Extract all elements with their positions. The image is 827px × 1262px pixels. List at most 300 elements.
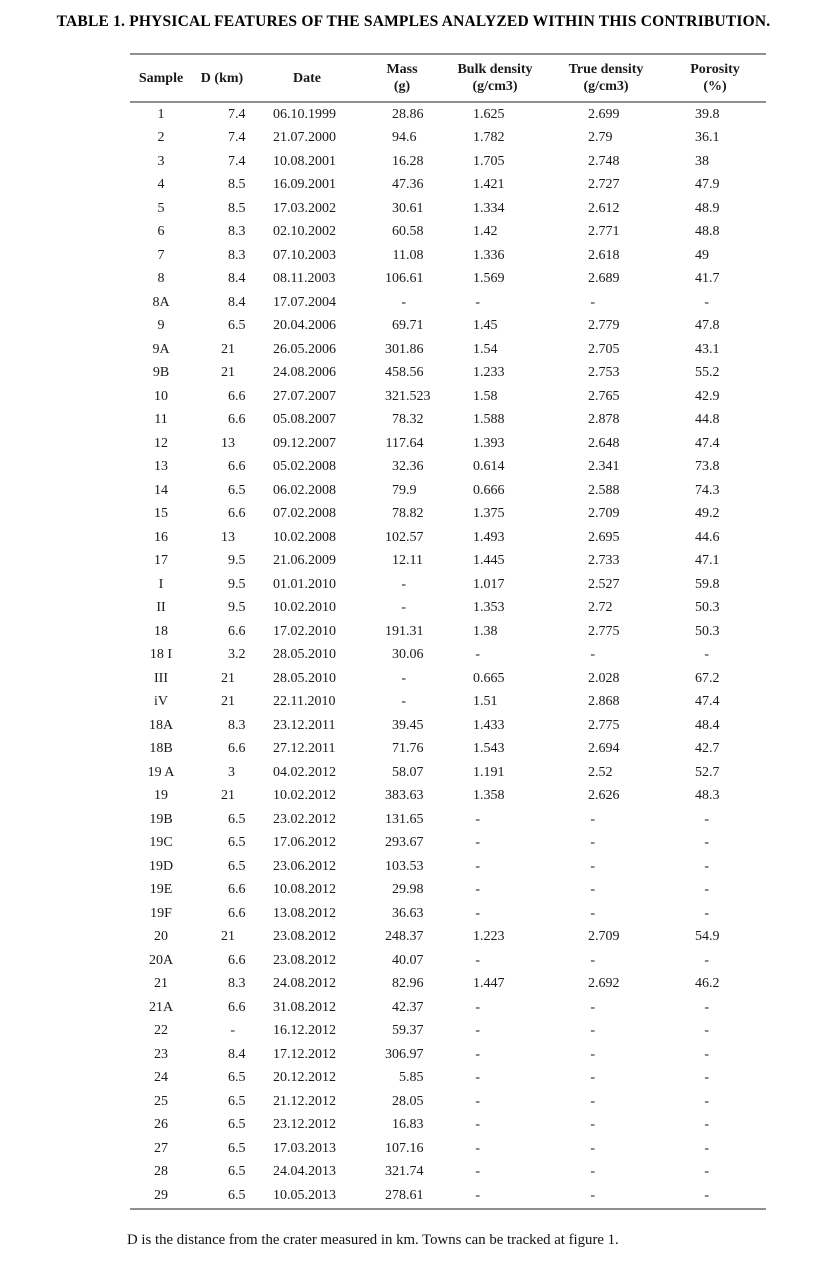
cell-sample: 19B	[149, 811, 173, 827]
cell-porosity: 36 .1	[695, 130, 720, 146]
cell-mass: 11 .08	[392, 247, 424, 263]
cell-bulk-density: 1 .58	[473, 388, 498, 404]
cell-sample: 15	[154, 506, 168, 522]
cell-porosity: -	[704, 647, 709, 663]
cell-d-km: 9 .5	[228, 600, 246, 616]
cell-sample: 19D	[148, 858, 174, 874]
cell-mass: 12 .11	[392, 553, 423, 569]
cell-date: 22.11.2010	[273, 694, 336, 710]
cell-true-density: 2 .753	[588, 365, 620, 381]
cell-date: 21.07.2000	[273, 130, 336, 146]
cell-d-km: 21	[221, 670, 235, 686]
cell-true-density: -	[590, 1164, 595, 1180]
cell-porosity: 49	[695, 247, 709, 263]
cell-porosity: -	[704, 952, 709, 968]
cell-bulk-density: -	[475, 1117, 480, 1133]
table-row	[130, 362, 766, 386]
cell-mass: 32 .36	[392, 459, 424, 475]
header-cell-bulk-density: Bulk density (g/cm3)	[457, 62, 533, 94]
cell-porosity: 67 .2	[695, 670, 720, 686]
cell-mass: 5 .85	[399, 1070, 424, 1086]
cell-d-km: 6 .5	[228, 1164, 246, 1180]
cell-true-density: 2 .52	[588, 764, 613, 780]
cell-porosity: 46 .2	[695, 976, 720, 992]
cell-d-km: 8 .3	[228, 224, 246, 240]
cell-date: 16.12.2012	[273, 1023, 336, 1039]
cell-true-density: 2 .868	[588, 694, 620, 710]
cell-bulk-density: -	[475, 811, 480, 827]
cell-true-density: -	[590, 1117, 595, 1133]
cell-d-km: 6 .6	[228, 459, 246, 475]
cell-sample: II	[156, 600, 166, 616]
cell-mass: 82 .96	[392, 976, 424, 992]
cell-d-km: 6 .6	[228, 741, 246, 757]
cell-sample: 21A	[148, 999, 174, 1015]
cell-bulk-density: -	[475, 1164, 480, 1180]
table-row	[130, 832, 766, 856]
cell-sample: 23	[154, 1046, 168, 1062]
cell-true-density: 2 .72	[588, 600, 613, 616]
cell-true-density: -	[590, 1070, 595, 1086]
table-row	[130, 620, 766, 644]
cell-bulk-density: -	[475, 294, 480, 310]
cell-mass: 30 .61	[392, 200, 424, 216]
table-header-row	[130, 53, 766, 103]
cell-sample: 19E	[149, 882, 173, 898]
cell-bulk-density: 0 .614	[473, 459, 505, 475]
cell-date: 17.06.2012	[273, 835, 336, 851]
table-row	[130, 808, 766, 832]
cell-true-density: 2 .699	[588, 106, 620, 122]
cell-bulk-density: 1 .493	[473, 529, 505, 545]
cell-bulk-density: -	[475, 882, 480, 898]
cell-porosity: 55 .2	[695, 365, 720, 381]
cell-true-density: -	[590, 1093, 595, 1109]
cell-sample: 18B	[149, 741, 173, 757]
cell-bulk-density: 1 .233	[473, 365, 505, 381]
cell-porosity: -	[704, 905, 709, 921]
cell-bulk-density: 1 .705	[473, 153, 505, 169]
table-row	[130, 949, 766, 973]
cell-mass: 106 .61	[385, 271, 424, 287]
bottom-rule	[130, 1208, 766, 1210]
cell-porosity: 59 .8	[695, 576, 720, 592]
cell-porosity: -	[704, 858, 709, 874]
table-row	[130, 174, 766, 198]
cell-sample: 14	[154, 482, 168, 498]
table-row	[130, 597, 766, 621]
cell-bulk-density: 1 .54	[473, 341, 498, 357]
cell-sample: 7	[157, 247, 165, 263]
cell-date: 17.03.2013	[273, 1140, 336, 1156]
cell-mass: 36 .63	[392, 905, 424, 921]
table-row	[130, 291, 766, 315]
cell-porosity: 48 .4	[695, 717, 720, 733]
cell-porosity: 50 .3	[695, 623, 720, 639]
cell-d-km: 7 .4	[228, 130, 246, 146]
table-row	[130, 526, 766, 550]
cell-mass: 78 .32	[392, 412, 424, 428]
table-row	[130, 1137, 766, 1161]
cell-sample: III	[154, 670, 168, 686]
cell-d-km: 6 .5	[228, 1140, 246, 1156]
table-row	[130, 103, 766, 127]
cell-porosity: 48 .9	[695, 200, 720, 216]
cell-sample: 19F	[150, 905, 172, 921]
table-row	[130, 879, 766, 903]
table-row	[130, 503, 766, 527]
cell-d-km: 13	[221, 435, 235, 451]
cell-date: 17.12.2012	[273, 1046, 336, 1062]
table-row	[130, 315, 766, 339]
cell-true-density: 2 .612	[588, 200, 620, 216]
table-row	[130, 479, 766, 503]
cell-sample: 8A	[152, 294, 170, 310]
cell-sample: 3	[157, 153, 165, 169]
cell-porosity: 42 .9	[695, 388, 720, 404]
cell-d-km: 6 .6	[228, 882, 246, 898]
cell-d-km: 21	[221, 929, 235, 945]
cell-mass: 191 .31	[385, 623, 424, 639]
cell-mass: 94 .6	[392, 130, 417, 146]
table-row	[130, 996, 766, 1020]
cell-d-km: 21	[221, 788, 235, 804]
cell-d-km: 3 .2	[228, 647, 246, 663]
cell-bulk-density: 1 .375	[473, 506, 505, 522]
cell-sample: 25	[154, 1093, 168, 1109]
cell-d-km: 8 .3	[228, 717, 246, 733]
cell-bulk-density: 1 .447	[473, 976, 505, 992]
cell-date: 17.02.2010	[273, 623, 336, 639]
table-row	[130, 573, 766, 597]
cell-date: 27.12.2011	[273, 741, 336, 757]
cell-date: 26.05.2006	[273, 341, 336, 357]
cell-mass: 321 .74	[385, 1164, 424, 1180]
cell-d-km: 8 .4	[228, 1046, 246, 1062]
cell-sample: 4	[157, 177, 165, 193]
cell-mass: 131 .65	[385, 811, 424, 827]
cell-sample: 9	[157, 318, 165, 334]
cell-bulk-density: 1 .191	[473, 764, 505, 780]
cell-mass: 42 .37	[392, 999, 424, 1015]
cell-porosity: 41 .7	[695, 271, 720, 287]
table-row	[130, 761, 766, 785]
table-row	[130, 1020, 766, 1044]
cell-bulk-density: 1 .569	[473, 271, 505, 287]
cell-date: 07.10.2003	[273, 247, 336, 263]
cell-mass: 79 .9	[392, 482, 417, 498]
cell-sample: 20	[154, 929, 168, 945]
cell-bulk-density: 1 .782	[473, 130, 505, 146]
cell-sample: 29	[154, 1187, 168, 1203]
cell-true-density: 2 .626	[588, 788, 620, 804]
cell-date: 21.12.2012	[273, 1093, 336, 1109]
cell-d-km: 9 .5	[228, 576, 246, 592]
cell-true-density: -	[590, 647, 595, 663]
cell-bulk-density: 1 .625	[473, 106, 505, 122]
cell-date: 13.08.2012	[273, 905, 336, 921]
cell-porosity: 52 .7	[695, 764, 720, 780]
cell-sample: 16	[154, 529, 168, 545]
cell-mass: -	[401, 600, 406, 616]
cell-date: 10.02.2010	[273, 600, 336, 616]
cell-d-km: 8 .3	[228, 976, 246, 992]
cell-mass: 78 .82	[392, 506, 424, 522]
cell-sample: 9A	[152, 341, 170, 357]
table-row	[130, 667, 766, 691]
cell-bulk-density: -	[475, 905, 480, 921]
cell-mass: 30 .06	[392, 647, 424, 663]
cell-date: 06.02.2008	[273, 482, 336, 498]
cell-true-density: 2 .709	[588, 506, 620, 522]
cell-d-km: 21	[221, 341, 235, 357]
cell-porosity: 47 .1	[695, 553, 720, 569]
table-row	[130, 691, 766, 715]
cell-true-density: 2 .694	[588, 741, 620, 757]
cell-bulk-density: -	[475, 1187, 480, 1203]
cell-porosity: -	[704, 294, 709, 310]
cell-mass: 16 .83	[392, 1117, 424, 1133]
cell-true-density: -	[590, 835, 595, 851]
table-row	[130, 338, 766, 362]
cell-d-km: 8 .4	[228, 294, 246, 310]
cell-true-density: 2 .727	[588, 177, 620, 193]
cell-d-km: 7 .4	[228, 153, 246, 169]
cell-true-density: 2 .79	[588, 130, 613, 146]
cell-date: 07.02.2008	[273, 506, 336, 522]
cell-date: 23.06.2012	[273, 858, 336, 874]
cell-true-density: -	[590, 1046, 595, 1062]
cell-porosity: 47 .8	[695, 318, 720, 334]
table-row	[130, 902, 766, 926]
cell-porosity: -	[704, 1070, 709, 1086]
cell-bulk-density: 1 .45	[473, 318, 498, 334]
cell-true-density: 2 .028	[588, 670, 620, 686]
cell-bulk-density: 1 .543	[473, 741, 505, 757]
cell-mass: 458 .56	[385, 365, 424, 381]
cell-true-density: 2 .779	[588, 318, 620, 334]
cell-bulk-density: -	[475, 835, 480, 851]
cell-sample: 17	[154, 553, 168, 569]
table-row	[130, 1090, 766, 1114]
cell-true-density: -	[590, 811, 595, 827]
cell-bulk-density: 1 .358	[473, 788, 505, 804]
table-row	[130, 714, 766, 738]
cell-porosity: -	[704, 1093, 709, 1109]
cell-true-density: 2 .775	[588, 623, 620, 639]
cell-mass: -	[401, 576, 406, 592]
cell-d-km: 13	[221, 529, 235, 545]
cell-mass: 58 .07	[392, 764, 424, 780]
cell-mass: 301 .86	[385, 341, 424, 357]
cell-porosity: 39 .8	[695, 106, 720, 122]
cell-bulk-density: 1 .017	[473, 576, 505, 592]
cell-date: 24.04.2013	[273, 1164, 336, 1180]
cell-mass: 39 .45	[392, 717, 424, 733]
cell-true-density: -	[590, 1140, 595, 1156]
cell-bulk-density: -	[475, 1046, 480, 1062]
cell-sample: 5	[157, 200, 165, 216]
cell-porosity: -	[704, 1164, 709, 1180]
header-cell-sample: Sample	[138, 70, 184, 86]
table-title: TABLE 1. PHYSICAL FEATURES OF THE SAMPLES ANALYZED WITHIN THIS CONTRIBUTION.	[56, 13, 771, 30]
cell-date: 23.08.2012	[273, 929, 336, 945]
cell-true-density: 2 .689	[588, 271, 620, 287]
cell-bulk-density: 1 .445	[473, 553, 505, 569]
table-row	[130, 1067, 766, 1091]
cell-sample: 21	[154, 976, 168, 992]
cell-true-density: 2 .775	[588, 717, 620, 733]
cell-bulk-density: 1 .38	[473, 623, 498, 639]
cell-sample: 18	[154, 623, 168, 639]
cell-bulk-density: 1 .588	[473, 412, 505, 428]
cell-true-density: 2 .705	[588, 341, 620, 357]
table-row	[130, 926, 766, 950]
cell-d-km: 8 .4	[228, 271, 246, 287]
cell-d-km: 8 .5	[228, 177, 246, 193]
cell-sample: 9B	[152, 365, 170, 381]
cell-porosity: -	[704, 1140, 709, 1156]
cell-d-km: 6 .6	[228, 999, 246, 1015]
cell-mass: -	[401, 670, 406, 686]
cell-true-density: -	[590, 882, 595, 898]
cell-porosity: 43 .1	[695, 341, 720, 357]
table-row	[130, 385, 766, 409]
cell-mass: -	[401, 294, 406, 310]
cell-mass: 59 .37	[392, 1023, 424, 1039]
cell-sample: iV	[154, 694, 168, 710]
cell-d-km: 6 .6	[228, 388, 246, 404]
cell-porosity: 47 .4	[695, 694, 720, 710]
cell-sample: 19C	[149, 835, 173, 851]
cell-date: 04.02.2012	[273, 764, 336, 780]
cell-true-density: 2 .695	[588, 529, 620, 545]
cell-mass: 60 .58	[392, 224, 424, 240]
header-cell-true-density: True density (g/cm3)	[568, 62, 644, 94]
table-row	[130, 1043, 766, 1067]
cell-date: 23.12.2012	[273, 1117, 336, 1133]
cell-bulk-density: 1 .393	[473, 435, 505, 451]
cell-porosity: 38	[695, 153, 709, 169]
cell-sample: 18A	[148, 717, 174, 733]
header-cell-porosity: Porosity (%)	[690, 62, 740, 94]
table-body	[130, 103, 766, 1208]
table-row	[130, 644, 766, 668]
cell-true-density: 2 .618	[588, 247, 620, 263]
cell-d-km: 6 .5	[228, 1093, 246, 1109]
cell-date: 05.02.2008	[273, 459, 336, 475]
table-row	[130, 409, 766, 433]
cell-mass: -	[401, 694, 406, 710]
cell-d-km: 6 .6	[228, 952, 246, 968]
cell-true-density: 2 .341	[588, 459, 620, 475]
cell-date: 31.08.2012	[273, 999, 336, 1015]
cell-sample: 22	[154, 1023, 168, 1039]
cell-porosity: -	[704, 999, 709, 1015]
cell-date: 08.11.2003	[273, 271, 336, 287]
cell-date: 20.04.2006	[273, 318, 336, 334]
cell-porosity: 54 .9	[695, 929, 720, 945]
cell-bulk-density: 1 .336	[473, 247, 505, 263]
cell-true-density: -	[590, 858, 595, 874]
header-cell-mass: Mass (g)	[386, 62, 418, 94]
cell-date: 23.12.2011	[273, 717, 336, 733]
table-row	[130, 244, 766, 268]
cell-d-km: 6 .6	[228, 623, 246, 639]
cell-mass: 248 .37	[385, 929, 424, 945]
cell-true-density: 2 .748	[588, 153, 620, 169]
cell-bulk-density: 1 .433	[473, 717, 505, 733]
cell-date: 17.07.2004	[273, 294, 336, 310]
cell-mass: 28 .05	[392, 1093, 424, 1109]
cell-date: 28.05.2010	[273, 647, 336, 663]
cell-sample: 18 I	[149, 647, 173, 663]
cell-d-km: 6 .6	[228, 905, 246, 921]
cell-sample: 12	[154, 435, 168, 451]
cell-true-density: -	[590, 999, 595, 1015]
cell-mass: 16 .28	[392, 153, 424, 169]
table-row	[130, 127, 766, 151]
table-row	[130, 973, 766, 997]
table-row	[130, 268, 766, 292]
cell-mass: 29 .98	[392, 882, 424, 898]
table-row	[130, 1114, 766, 1138]
cell-date: 05.08.2007	[273, 412, 336, 428]
cell-bulk-density: -	[475, 952, 480, 968]
cell-sample: 11	[154, 412, 168, 428]
table-row	[130, 150, 766, 174]
cell-d-km: 6 .5	[228, 811, 246, 827]
cell-sample: 24	[154, 1070, 168, 1086]
cell-sample: 8	[157, 271, 165, 287]
cell-porosity: -	[704, 1187, 709, 1203]
cell-mass: 278 .61	[385, 1187, 424, 1203]
cell-date: 16.09.2001	[273, 177, 336, 193]
cell-bulk-density: 1 .42	[473, 224, 498, 240]
cell-sample: 10	[154, 388, 168, 404]
cell-mass: 107 .16	[385, 1140, 424, 1156]
cell-bulk-density: 1 .353	[473, 600, 505, 616]
cell-bulk-density: 1 .334	[473, 200, 505, 216]
cell-porosity: 42 .7	[695, 741, 720, 757]
cell-bulk-density: -	[475, 1140, 480, 1156]
cell-mass: 383 .63	[385, 788, 424, 804]
cell-porosity: -	[704, 1023, 709, 1039]
cell-d-km: 6 .5	[228, 1070, 246, 1086]
cell-d-km: 6 .6	[228, 506, 246, 522]
cell-date: 10.08.2001	[273, 153, 336, 169]
cell-porosity: -	[704, 835, 709, 851]
cell-date: 28.05.2010	[273, 670, 336, 686]
cell-d-km: 6 .5	[228, 835, 246, 851]
table-row	[130, 785, 766, 809]
cell-d-km: 6 .5	[228, 318, 246, 334]
table-row	[130, 1161, 766, 1185]
cell-porosity: -	[704, 1046, 709, 1062]
cell-sample: 27	[154, 1140, 168, 1156]
table-row	[130, 456, 766, 480]
cell-mass: 28 .86	[392, 106, 424, 122]
cell-true-density: 2 .709	[588, 929, 620, 945]
cell-true-density: 2 .692	[588, 976, 620, 992]
cell-sample: 1	[157, 106, 165, 122]
cell-sample: 19	[154, 788, 168, 804]
cell-mass: 102 .57	[385, 529, 424, 545]
cell-porosity: 74 .3	[695, 482, 720, 498]
cell-true-density: -	[590, 905, 595, 921]
cell-true-density: -	[590, 1187, 595, 1203]
cell-bulk-density: 1 .223	[473, 929, 505, 945]
